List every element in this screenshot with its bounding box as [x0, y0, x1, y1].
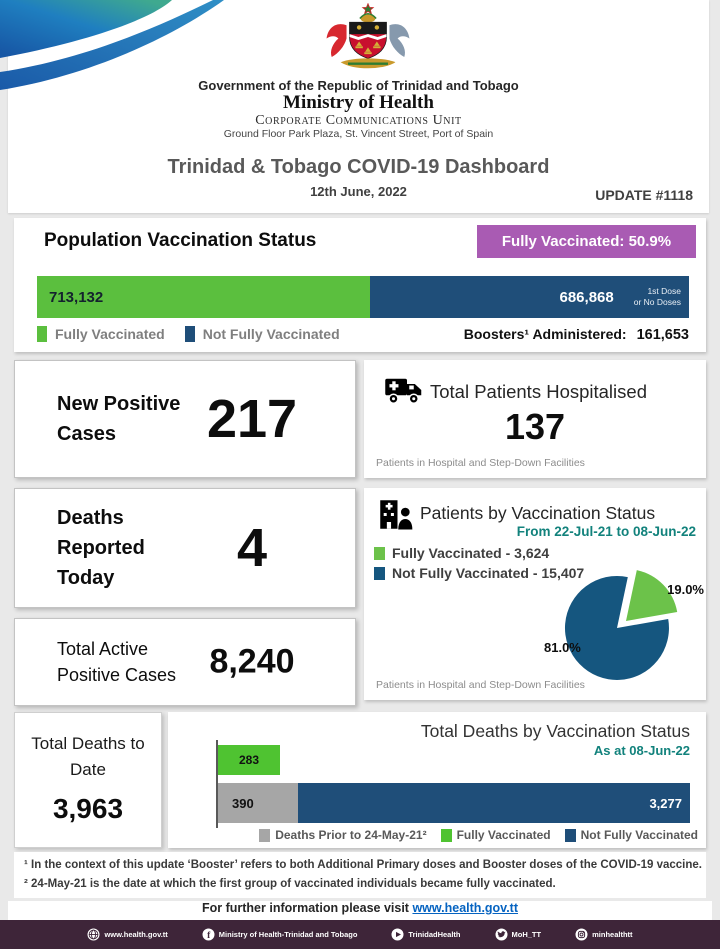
active-cases-label: Total Active Positive Cases — [57, 638, 177, 685]
deaths-chart-date: As at 08-Jun-22 — [593, 743, 690, 758]
footer-label: minhealthtt — [592, 930, 633, 939]
coat-of-arms — [309, 3, 427, 77]
footer-item-instagram[interactable] — [575, 928, 632, 941]
footer-label: www.health.gov.tt — [104, 930, 168, 939]
svg-text:f: f — [206, 930, 211, 941]
not-fully-vaccinated-segment — [370, 276, 689, 318]
hospitalised-title: Total Patients Hospitalised — [430, 381, 647, 402]
legend-not-fully-vaccinated: Not Fully Vaccinated — [565, 828, 698, 842]
swoosh-decoration — [0, 0, 240, 115]
new-positive-cases-value: 217 — [206, 389, 298, 449]
pie-green-percent: 19.0% — [667, 582, 704, 597]
report-date: 12th June, 2022 — [310, 184, 407, 199]
boosters-label: Boosters¹ Administered: — [463, 326, 627, 342]
new-positive-cases-card — [14, 360, 356, 478]
ambulance-icon — [384, 375, 424, 410]
facebook-icon — [202, 928, 215, 941]
boosters-administered — [464, 326, 689, 343]
total-deaths-card — [14, 712, 162, 848]
government-line: Government of the Republic of Trinidad and Tobago — [198, 78, 519, 93]
legend-fully-vaccinated: Fully Vaccinated — [441, 828, 551, 842]
fully-vaccinated-count: 713,132 — [49, 288, 104, 306]
pie-legend-fully — [374, 545, 549, 561]
legend-fully-label: Fully Vaccinated — [55, 326, 165, 342]
first-dose-note: 1st Dose or No Doses — [633, 286, 681, 307]
twitter-icon — [495, 928, 508, 941]
total-deaths-label: Total Deaths to Date — [31, 734, 145, 779]
stacked-deaths-bar — [218, 783, 690, 823]
green-legend-swatch — [374, 547, 385, 560]
footer-label: MoH_TT — [511, 930, 542, 939]
deaths-chart-title: Total Deaths by Vaccination Status — [420, 721, 690, 741]
deaths-today-label: Deaths Reported Today — [57, 507, 145, 589]
patients-by-status-caption: Patients in Hospital and Step-Down Facilities — [376, 679, 585, 691]
not-fully-vaccinated-deaths-value: 3,277 — [649, 795, 682, 811]
footer-social-bar — [0, 920, 720, 949]
footer-item-website[interactable] — [87, 928, 167, 941]
not-fully-vaccinated-count: 686,868 — [559, 288, 614, 306]
page-title: Trinidad & Tobago COVID-19 Dashboard — [167, 156, 550, 178]
info-text: For further information please visit — [201, 901, 409, 915]
footnotes-panel — [14, 852, 706, 898]
footnote-2: ² 24-May-21 is the date at which the first group of vaccinated individuals became fully vaccinated. — [24, 878, 556, 890]
navy-legend-swatch — [185, 326, 195, 342]
active-cases-card — [14, 618, 356, 706]
ministry-title: Ministry of Health — [283, 92, 434, 113]
pie-blue-percent: 81.0% — [544, 640, 581, 655]
active-cases-value: 8,240 — [209, 642, 295, 681]
globe-icon — [87, 928, 100, 941]
address-line: Ground Floor Park Plaza, St. Vincent Street, Port of Spain — [223, 128, 494, 140]
footer-label: TrinidadHealth — [408, 930, 461, 939]
youtube-icon — [391, 928, 404, 941]
legend-not-fully-label: Not Fully Vaccinated — [202, 326, 340, 342]
deaths-by-status-panel — [168, 712, 706, 848]
fully-vaccinated-deaths-bar — [218, 745, 280, 775]
legend-prior-deaths: Deaths Prior to 24-May-21² — [259, 828, 426, 842]
population-vaccination-panel — [14, 218, 706, 352]
navy-legend-swatch — [565, 829, 576, 842]
footer-item-youtube[interactable] — [391, 928, 460, 941]
update-number: UPDATE #1118 — [595, 187, 693, 203]
footer-item-twitter[interactable] — [495, 928, 542, 941]
deaths-today-card — [14, 488, 356, 608]
patients-by-status-title: Patients by Vaccination Status — [420, 503, 656, 523]
health-gov-link[interactable]: www.health.gov.tt — [412, 901, 519, 915]
green-legend-swatch — [37, 326, 47, 342]
fully-vaccinated-deaths-value: 283 — [238, 753, 260, 767]
hospitalised-value: 137 — [504, 406, 566, 447]
hospitalised-panel — [364, 360, 706, 478]
deaths-chart-legend — [259, 828, 698, 842]
hospitalised-caption: Patients in Hospital and Step-Down Facilities — [376, 457, 585, 469]
total-deaths-value: 3,963 — [52, 793, 124, 824]
boosters-value: 161,653 — [636, 327, 689, 343]
footnote-1: ¹ In the context of this update ‘Booster’ refers to both Additional Primary doses and Booster doses of the COVID-19 vaccine. — [24, 859, 702, 871]
footer-item-facebook[interactable] — [202, 928, 358, 941]
prior-deaths-value: 390 — [232, 795, 254, 811]
pie-legend-not-fully-label: Not Fully Vaccinated - 15,407 — [392, 565, 585, 581]
new-positive-cases-label: New Positive Cases — [57, 393, 181, 445]
fully-vaccinated-badge: Fully Vaccinated: 50.9% — [477, 225, 696, 258]
instagram-icon — [575, 928, 588, 941]
footer-label: Ministry of Health-Trinidad and Tobago — [218, 930, 358, 939]
not-fully-vaccinated-deaths-segment — [298, 783, 690, 823]
navy-legend-swatch — [374, 567, 385, 580]
patients-by-status-date-range: From 22-Jul-21 to 08-Jun-22 — [516, 524, 696, 539]
deaths-today-value: 4 — [236, 518, 268, 578]
green-legend-swatch — [441, 829, 452, 842]
population-legend — [37, 326, 340, 342]
vaccination-stacked-bar — [37, 276, 689, 318]
prior-deaths-segment — [218, 783, 298, 823]
pie-legend-fully-label: Fully Vaccinated - 3,624 — [392, 545, 550, 561]
population-heading: Population Vaccination Status — [44, 230, 317, 251]
gray-legend-swatch — [259, 829, 270, 842]
patients-by-status-panel — [364, 488, 706, 700]
info-line — [8, 901, 712, 920]
fully-vaccinated-segment — [37, 276, 370, 318]
communications-unit: Corporate Communications Unit — [255, 113, 462, 128]
hospital-patient-icon — [378, 498, 414, 536]
